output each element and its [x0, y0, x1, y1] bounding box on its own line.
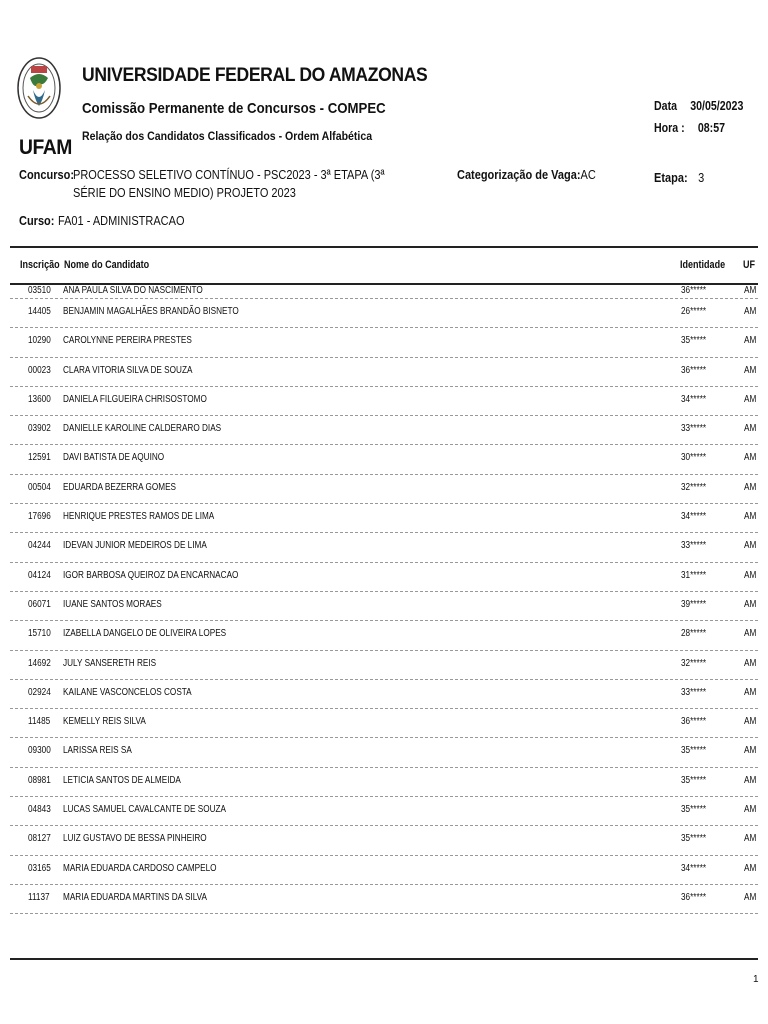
- cell-nome: CAROLYNNE PEREIRA PRESTES: [63, 335, 192, 347]
- cell-inscricao: 04843: [28, 804, 51, 816]
- cell-identidade: 39*****: [681, 598, 707, 610]
- cell-nome: LARISSA REIS SA: [63, 745, 132, 757]
- cell-nome: DANIELLE KAROLINE CALDERARO DIAS: [63, 423, 222, 435]
- time-row: [654, 121, 725, 135]
- cell-inscricao: 00504: [28, 481, 51, 493]
- etapa: [654, 171, 704, 185]
- cell-identidade: 32*****: [681, 657, 707, 669]
- cell-uf: AM: [744, 745, 757, 757]
- cell-nome: HENRIQUE PRESTES RAMOS DE LIMA: [63, 511, 215, 523]
- cell-inscricao: 14692: [28, 657, 51, 669]
- table-row: [10, 797, 758, 826]
- cell-identidade: 34*****: [681, 862, 707, 874]
- cell-uf: AM: [744, 569, 757, 581]
- table-row: [10, 475, 758, 504]
- cell-uf: AM: [744, 774, 757, 786]
- cell-inscricao: 03902: [28, 423, 51, 435]
- cell-inscricao: 11485: [28, 716, 51, 728]
- date-row: [654, 99, 743, 113]
- etapa-label: Etapa:: [654, 171, 688, 185]
- cell-uf: AM: [744, 452, 757, 464]
- table-row: [10, 387, 758, 416]
- cell-identidade: 33*****: [681, 540, 707, 552]
- table-row: [10, 856, 758, 885]
- cell-uf: AM: [744, 511, 757, 523]
- cell-nome: KEMELLY REIS SILVA: [63, 716, 146, 728]
- cell-identidade: 36*****: [681, 891, 707, 903]
- cell-nome: CLARA VITORIA SILVA DE SOUZA: [63, 364, 193, 376]
- cell-uf: AM: [744, 833, 757, 845]
- table-row: [10, 533, 758, 562]
- cell-nome: JULY SANSERETH REIS: [63, 657, 157, 669]
- cell-inscricao: 06071: [28, 598, 51, 610]
- time-value: 08:57: [697, 121, 726, 135]
- cell-uf: AM: [744, 628, 757, 640]
- cell-nome: BENJAMIN MAGALHÃES BRANDÃO BISNETO: [63, 306, 239, 317]
- date-value: 30/05/2023: [690, 99, 744, 113]
- cell-uf: AM: [744, 306, 757, 317]
- cell-inscricao: 03165: [28, 862, 51, 874]
- cell-nome: MARIA EDUARDA CARDOSO CAMPELO: [63, 862, 217, 874]
- cell-uf: AM: [744, 540, 757, 552]
- cell-identidade: 32*****: [681, 481, 707, 493]
- cell-inscricao: 08981: [28, 774, 51, 786]
- cell-uf: AM: [744, 393, 757, 405]
- cell-nome: IZABELLA DANGELO DE OLIVEIRA LOPES: [63, 628, 227, 640]
- cell-inscricao: 02924: [28, 686, 51, 698]
- table-row: [10, 738, 758, 767]
- table-row: [10, 328, 758, 357]
- cell-uf: AM: [744, 862, 757, 874]
- logo-abbreviation: UFAM: [19, 136, 72, 159]
- table-row: [10, 680, 758, 709]
- cell-identidade: 30*****: [681, 452, 707, 464]
- table-row: [10, 768, 758, 797]
- cell-inscricao: 11137: [28, 891, 50, 903]
- cell-identidade: 33*****: [681, 686, 707, 698]
- curso-label: Curso:: [19, 214, 55, 228]
- date-label: Data: [654, 99, 678, 113]
- cell-inscricao: 15710: [28, 628, 51, 640]
- cell-nome: ANA PAULA SILVA DO NASCIMENTO: [63, 285, 203, 296]
- cell-inscricao: 10290: [28, 335, 51, 347]
- table-row: [10, 826, 758, 855]
- page-number: 1: [753, 974, 759, 985]
- report-title: Relação dos Candidatos Classificados - Ordem Alfabética: [82, 129, 373, 143]
- table-top-rule: [10, 246, 758, 248]
- curso-value: FA01 - ADMINISTRACAO: [57, 214, 185, 228]
- cell-uf: AM: [744, 335, 757, 347]
- cell-uf: AM: [744, 891, 757, 903]
- table-row: [10, 504, 758, 533]
- time-label: Hora :: [654, 121, 685, 135]
- cell-inscricao: 17696: [28, 511, 51, 523]
- cell-identidade: 28*****: [681, 628, 707, 640]
- column-header-uf: UF: [743, 259, 756, 271]
- categoria-label: Categorização de Vaga:: [457, 168, 581, 182]
- cell-identidade: 35*****: [681, 745, 707, 757]
- cell-uf: AM: [744, 657, 757, 669]
- table-row: [10, 416, 758, 445]
- column-header-nome: Nome do Candidato: [64, 259, 150, 271]
- cell-uf: AM: [744, 423, 757, 435]
- table-row: [10, 885, 758, 914]
- cell-identidade: 36*****: [681, 716, 707, 728]
- cell-inscricao: 13600: [28, 393, 51, 405]
- cell-identidade: 31*****: [681, 569, 707, 581]
- candidates-table-body: [10, 284, 758, 914]
- cell-nome: DANIELA FILGUEIRA CHRISOSTOMO: [63, 393, 207, 405]
- cell-nome: IDEVAN JUNIOR MEDEIROS DE LIMA: [63, 540, 207, 552]
- categoria-value: AC: [580, 168, 596, 182]
- cell-uf: AM: [744, 364, 757, 376]
- table-row: [10, 592, 758, 621]
- curso: [19, 214, 184, 228]
- table-row: [10, 284, 758, 299]
- cell-identidade: 35*****: [681, 335, 707, 347]
- column-header-inscricao: Inscrição: [20, 259, 60, 271]
- cell-uf: AM: [744, 716, 757, 728]
- cell-identidade: 36*****: [681, 364, 707, 376]
- cell-inscricao: 09300: [28, 745, 51, 757]
- table-row: [10, 563, 758, 592]
- cell-identidade: 35*****: [681, 774, 707, 786]
- cell-nome: KAILANE VASCONCELOS COSTA: [63, 686, 192, 698]
- table-row: [10, 651, 758, 680]
- cell-nome: IUANE SANTOS MORAES: [63, 598, 162, 610]
- cell-inscricao: 00023: [28, 364, 51, 376]
- ufam-seal-logo: [16, 56, 62, 124]
- cell-uf: AM: [744, 686, 757, 698]
- cell-nome: LUCAS SAMUEL CAVALCANTE DE SOUZA: [63, 804, 226, 816]
- cell-identidade: 35*****: [681, 833, 707, 845]
- etapa-value: 3: [698, 171, 705, 185]
- cell-uf: AM: [744, 804, 757, 816]
- cell-identidade: 33*****: [681, 423, 707, 435]
- concurso-value: PROCESSO SELETIVO CONTÍNUO - PSC2023 - 3ª ETAPA (3ª SÉRIE DO ENSINO MEDIO) PROJETO 2023: [73, 168, 385, 200]
- cell-nome: MARIA EDUARDA MARTINS DA SILVA: [63, 891, 207, 903]
- cell-identidade: 26*****: [681, 306, 707, 317]
- cell-identidade: 36*****: [681, 285, 707, 296]
- cell-nome: LUIZ GUSTAVO DE BESSA PINHEIRO: [63, 833, 207, 845]
- cell-uf: AM: [744, 285, 757, 296]
- table-row: [10, 358, 758, 387]
- cell-inscricao: 12591: [28, 452, 51, 464]
- table-row: [10, 709, 758, 738]
- university-title: UNIVERSIDADE FEDERAL DO AMAZONAS: [82, 64, 428, 86]
- commission-subtitle: Comissão Permanente de Concursos - COMPEC: [82, 100, 386, 117]
- cell-identidade: 34*****: [681, 393, 707, 405]
- table-row: [10, 621, 758, 650]
- table-row: [10, 445, 758, 474]
- concurso-label: Concurso:: [19, 168, 74, 182]
- cell-inscricao: 03510: [28, 285, 51, 296]
- cell-inscricao: 04244: [28, 540, 51, 552]
- column-header-identidade: Identidade: [680, 259, 726, 271]
- cell-nome: EDUARDA BEZERRA GOMES: [63, 481, 177, 493]
- cell-identidade: 35*****: [681, 804, 707, 816]
- categoria-vaga: [457, 168, 596, 182]
- cell-uf: AM: [744, 598, 757, 610]
- cell-nome: IGOR BARBOSA QUEIROZ DA ENCARNACAO: [63, 569, 239, 581]
- table-bottom-rule: [10, 958, 758, 960]
- cell-uf: AM: [744, 481, 757, 493]
- cell-inscricao: 14405: [28, 306, 51, 317]
- cell-inscricao: 04124: [28, 569, 51, 581]
- cell-inscricao: 08127: [28, 833, 51, 845]
- cell-nome: DAVI BATISTA DE AQUINO: [63, 452, 165, 464]
- cell-nome: LETICIA SANTOS DE ALMEIDA: [63, 774, 181, 786]
- table-row: [10, 299, 758, 328]
- cell-identidade: 34*****: [681, 511, 707, 523]
